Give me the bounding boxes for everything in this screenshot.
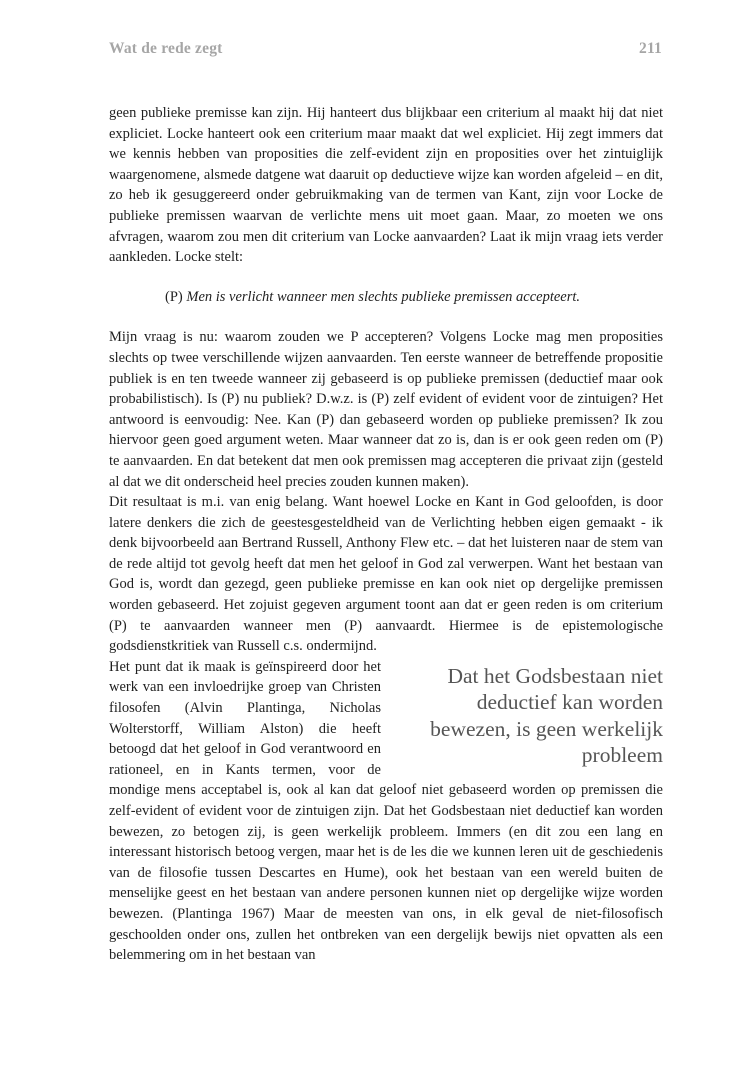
running-title: Wat de rede zegt: [109, 40, 223, 57]
running-header: [109, 40, 662, 58]
paragraph-4: Het punt dat ik maak is geïnspireerd door het werk van een invloedrijke groep van Christen filosofen (Alvin Plantinga, Nicholas Wolterstorff, William Alston) die heeft betoogd dat het geloof in God verantwoord en rationeel, en in Kants termen, voor de mondige mens acceptabel is, ook al kan dat geloof niet gebaseerd worden op premissen die zelf-evident of evident voor de zintuigen zijn. Dat het Godsbestaan niet deductief kan worden bewezen, zo betogen zij, is geen werkelijk probleem. Immers (en dit zou een lang en interessant historisch betoog vergen, maar het is de les die we kunnen leren uit de geschiedenis van de filosofie tussen Descartes en Hume), ook het bestaan van een wereld buiten de menselijke geest en het bestaan van andere personen kunnen niet op dergelijke wijze worden bewezen. (Plantinga 1967) Maar de meesten van ons, in elk geval de niet-filosofisch geschoolden onder ons, zullen het ontbreken van een dergelijk bewijs niet opvatten als een belemmering om in het bestaan van: [109, 658, 663, 964]
quote-label: (P): [165, 288, 183, 305]
page-number: 211: [639, 40, 662, 57]
body-text: [109, 103, 663, 966]
quote-text: Men is verlicht wanneer men slechts publieke premissen accepteert.: [186, 288, 581, 305]
block-quote: [165, 287, 663, 308]
pull-quote: Dat het Godsbestaan niet deductief kan worden bewezen, is geen werkelijk probleem: [430, 663, 663, 768]
paragraph-1: geen publieke premisse kan zijn. Hij hanteert dus blijkbaar een criterium al maakt hij dat niet expliciet. Locke hanteert ook een criterium maar maakt dat wel expliciet. Hij zegt immers dat we kennis hebben van proposities die zelf-evident zijn en proposities over het zintuiglijk waargenomene, alsmede datgene wat daaruit op deductieve wijze kan worden afgeleid – en dit, zo heb ik gesuggereerd onder gebruikmaking van de termen van Kant, zijn voor Locke de publieke premissen waarvan de verlichte mens uit moet gaan. Maar, zo moeten we ons afvragen, waarom zou men dit criterium van Locke aanvaarden? Laat ik mijn vraag iets verder aankleden. Locke stelt:: [109, 105, 663, 266]
paragraph-2: Mijn vraag is nu: waarom zouden we P accepteren? Volgens Locke mag men proposities slechts op twee verschillende wijzen aanvaarden. Ten eerste wanneer de betreffende propositie publiek is en ten tweede wanneer zij gebaseerd is op publieke premissen (deductief maar ook probabilistisch). Is (P) nu publiek? D.w.z. is (P) zelf evident of evident voor de zintuigen? Het antwoord is eenvoudig: Nee. Kan (P) dan gebaseerd worden op publieke premissen? Ik zou hiervoor geen goed argument weten. Maar wanneer dat zo is, dan is er ook geen reden om (P) te aanvaarden. En dat betekent dat men ook premissen mag accepteren die privaat zijn (gesteld al dat we dit onderscheid heel precies zouden kunnen maken).: [109, 329, 663, 490]
paragraph-3: Dit resultaat is m.i. van enig belang. Want hoewel Locke en Kant in God geloofden, is door latere denkers die zich de geestesgesteldheid van de Verlichting hebben eigen gemaakt - ik denk bijvoorbeeld aan Bertrand Russell, Anthony Flew etc. – dat het luisteren naar de stem van de rede altijd tot gevolg heeft dat men het geloof in God zal verwerpen. Want het bestaan van God is, wordt dan gezegd, geen publieke premisse en kan ook niet op dergelijke premissen worden gebaseerd. Het zojuist gegeven argument toont aan dat er geen reden is om criterium (P) te aanvaarden wanneer men (P) aanvaardt. Hiermee is de epistemologische godsdienstkritiek van Russell c.s. ondermijnd.: [109, 494, 663, 655]
